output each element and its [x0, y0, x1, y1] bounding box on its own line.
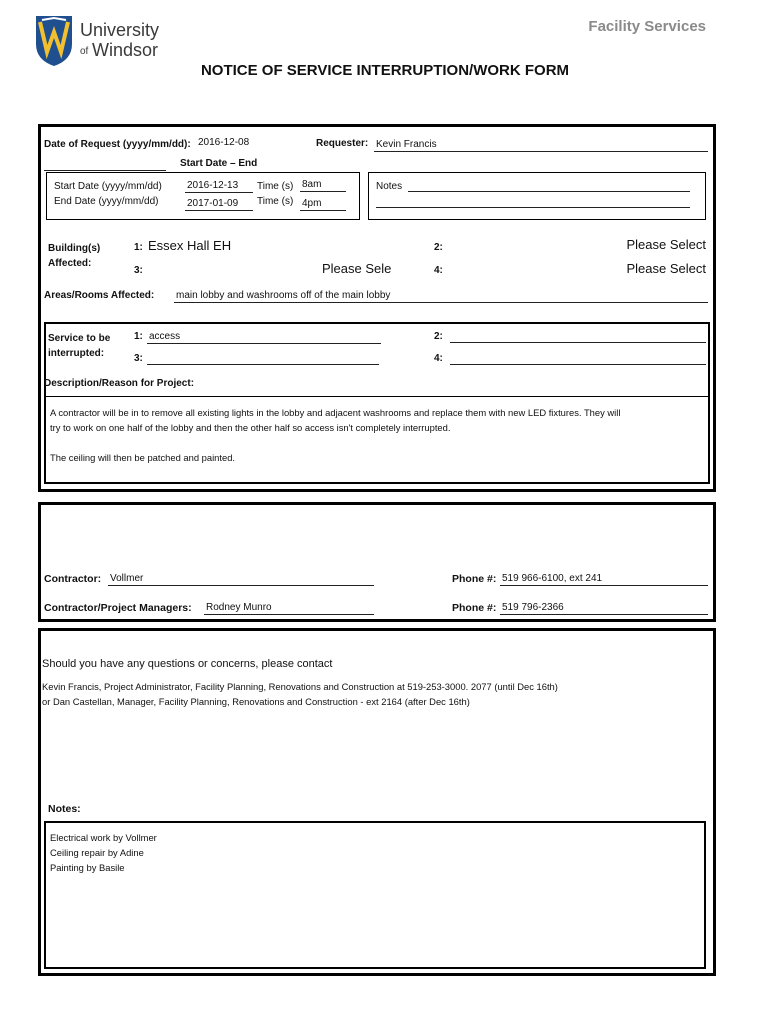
start-date-label: Start Date (yyyy/mm/dd) — [54, 181, 162, 192]
end-date-field[interactable]: 2017-01-09 — [185, 198, 253, 211]
notes-line-1[interactable] — [408, 191, 690, 192]
start-date-field[interactable]: 2016-12-13 — [185, 180, 253, 193]
start-end-heading: Start Date – End — [180, 158, 258, 169]
start-time-label: Time (s) — [257, 181, 294, 192]
service-1-field[interactable]: access — [147, 331, 381, 344]
contractor-field[interactable]: Vollmer — [108, 573, 374, 586]
building-1-label: 1: — [134, 242, 143, 253]
blank-line — [44, 170, 166, 171]
note-line-1: Electrical work by Vollmer — [50, 832, 157, 843]
building-2-label: 2: — [434, 242, 443, 253]
contact-line-2: or Dan Castellan, Manager, Facility Planning, Renovations and Construction - ext 2164 (after Dec 16th) — [42, 696, 470, 707]
date-of-request-value[interactable]: 2016-12-08 — [198, 137, 250, 148]
department-name: Facility Services — [588, 18, 706, 35]
notes-line-2[interactable] — [376, 207, 690, 208]
phone-2-field[interactable]: 519 796-2366 — [500, 602, 708, 615]
contact-intro: Should you have any questions or concerns, please contact — [42, 658, 333, 670]
end-time-field[interactable]: 4pm — [300, 198, 346, 211]
building-4-label: 4: — [434, 265, 443, 276]
requester-field[interactable]: Kevin Francis — [374, 139, 708, 152]
service-2-label: 2: — [434, 331, 443, 342]
end-date-label: End Date (yyyy/mm/dd) — [54, 196, 159, 207]
notes-textarea[interactable] — [44, 821, 706, 969]
description-line-3: The ceiling will then be patched and painted. — [50, 452, 236, 463]
managers-field[interactable]: Rodney Munro — [204, 602, 374, 615]
service-4-field[interactable] — [450, 364, 706, 365]
start-time-field[interactable]: 8am — [300, 179, 346, 192]
logo-of-text: of — [80, 46, 89, 57]
description-label: Description/Reason for Project: — [44, 378, 195, 389]
building-3-label: 3: — [134, 265, 143, 276]
areas-rooms-label: Areas/Rooms Affected: — [44, 290, 155, 301]
phone-1-label: Phone #: — [452, 573, 497, 585]
note-line-3: Painting by Basile — [50, 862, 125, 873]
contractor-label: Contractor: — [44, 573, 102, 585]
form-title: NOTICE OF SERVICE INTERRUPTION/WORK FORM — [200, 62, 570, 79]
service-4-label: 4: — [434, 353, 443, 364]
building-3-select[interactable]: Please Sele — [322, 261, 392, 276]
buildings-label-2: Affected: — [48, 258, 92, 269]
areas-rooms-field[interactable]: main lobby and washrooms off of the main lobby — [174, 290, 708, 303]
notes-box — [368, 172, 706, 220]
notes-label: Notes — [376, 181, 403, 192]
logo-windsor-text: Windsor — [92, 40, 159, 60]
building-2-select[interactable]: Please Select — [626, 237, 706, 252]
notes-heading: Notes: — [48, 803, 81, 815]
service-2-field[interactable] — [450, 342, 706, 343]
date-of-request-label: Date of Request (yyyy/mm/dd): — [44, 139, 191, 150]
service-3-label: 3: — [134, 353, 143, 364]
service-label-2: interrupted: — [48, 348, 105, 359]
service-label: Service to be — [48, 333, 111, 344]
description-line-1: A contractor will be in to remove all existing lights in the lobby and adjacent washrooms and replace them with new LED fixtures. They will — [50, 407, 621, 418]
logo-university-text: University — [80, 20, 160, 40]
description-line-2: try to work on one half of the lobby and then the other half so access isn't completely interrupted. — [50, 422, 451, 433]
requester-label: Requester: — [316, 138, 369, 149]
managers-label: Contractor/Project Managers: — [44, 602, 192, 614]
crest-icon — [34, 14, 74, 68]
buildings-label: Building(s) — [48, 243, 101, 254]
building-1-select[interactable]: Essex Hall EH — [148, 238, 232, 253]
end-time-label: Time (s) — [257, 196, 294, 207]
building-4-select[interactable]: Please Select — [626, 261, 706, 276]
service-1-label: 1: — [134, 331, 143, 342]
contact-line-1: Kevin Francis, Project Administrator, Facility Planning, Renovations and Construction at 519-253-3000. 2077 (until Dec 16th) — [42, 681, 558, 692]
service-3-field[interactable] — [147, 364, 379, 365]
phone-2-label: Phone #: — [452, 602, 497, 614]
note-line-2: Ceiling repair by Adine — [50, 847, 144, 858]
phone-1-field[interactable]: 519 966-6100, ext 241 — [500, 573, 708, 586]
